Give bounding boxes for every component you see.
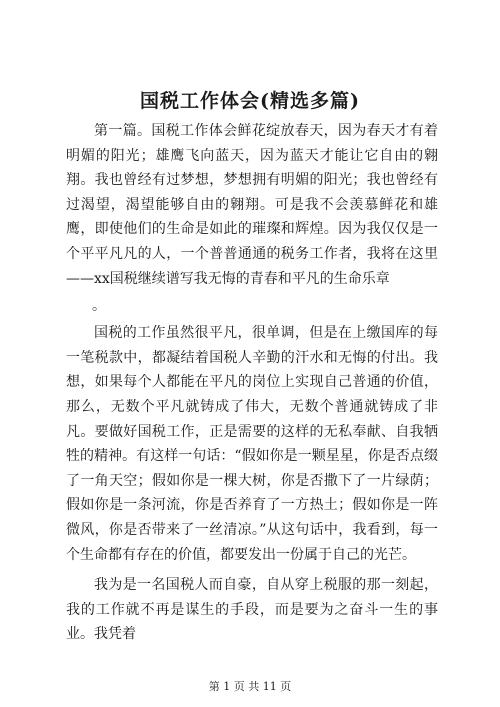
document-title: 国税工作体会(精选多篇) [140,90,360,112]
isolated-period: 。 [92,298,106,315]
page-footer: 第 1 页 共 11 页 [208,680,292,693]
document-body [66,119,438,647]
paragraph-2: 国税的工作虽然很平凡，很单调，但是在上缴国库的每一笔税款中，都凝结着国税人辛勤的汗水和无悔的付出。我想，如果每个人都能在平凡的岗位上实现自己普通的价值，那么，无数个平凡就铸成了伟大，无数个普通就铸成了非凡。要做好国税工作，正是需要的这样的无私奉献、自我牺牲的精神。有这样一句话：“假如你是一颗星星，你是否点缀了一角天空；假如你是一棵大树，你是否撒下了一片绿荫；假如你是一条河流，你是否养育了一方热土；假如你是一阵微风，你是否带来了一丝清凉。”从这句话中，我看到，每一个生命都有存在的价值，都要发出一份属于自己的光芒。 [66,325,438,563]
paragraph-3: 我为是一名国税人而自豪，自从穿上税服的那一刻起，我的工作就不再是谋生的手段，而是要为之奋斗一生的事业。我凭着 [66,577,438,643]
paragraph-1: 第一篇。国税工作体会鲜花绽放春天，因为春天才有着明媚的阳光；雄鹰飞向蓝天，因为蓝天才能让它自由的翱翔。我也曾经有过梦想，梦想拥有明媚的阳光；我也曾经有过渴望，渴望能够自由的翱翔。可是我不会羡慕鲜花和雄鹰，即使他们的生命是如此的璀璨和辉煌。因为我仅仅是一个平平凡凡的人，一个普普通通的税务工作者，我将在这里——xx国税继续谱写我无悔的青春和平凡的生命乐章 [66,123,438,287]
